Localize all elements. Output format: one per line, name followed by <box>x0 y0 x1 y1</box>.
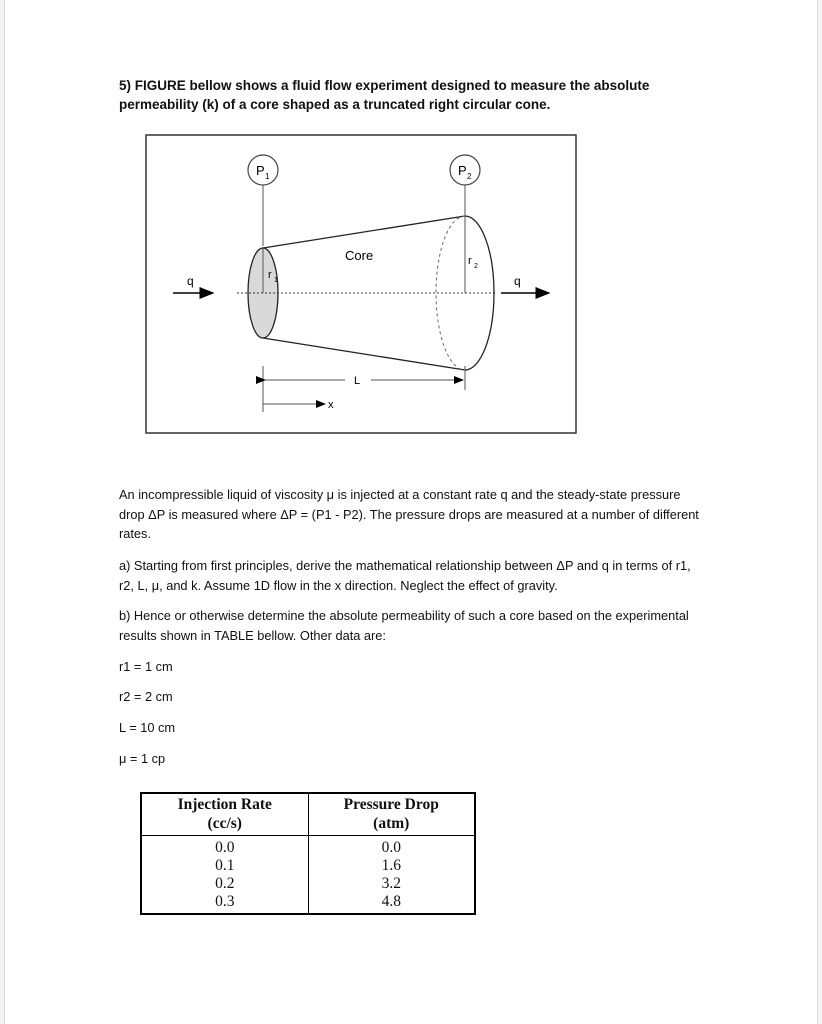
given-length: L = 10 cm <box>119 720 176 735</box>
r2-label: r <box>468 255 472 267</box>
given-r2: r2 = 2 cm <box>119 689 173 704</box>
question-heading <box>119 76 719 114</box>
drop-cell: 1.6 <box>308 856 475 874</box>
figure-frame <box>146 135 576 433</box>
heading-line-2: permeability (k) of a core shaped as a truncated right circular cone. <box>119 97 551 112</box>
header-pressure-drop <box>308 793 475 836</box>
core-flow-figure <box>145 134 577 434</box>
document-page <box>4 0 818 1024</box>
header-injection-rate-unit: (cc/s) <box>207 815 242 832</box>
length-label: L <box>354 375 361 387</box>
header-injection-rate-title: Injection Rate <box>177 796 272 813</box>
p1-subscript: 1 <box>265 172 270 181</box>
drop-cell: 4.8 <box>308 892 475 914</box>
problem-statement: An incompressible liquid of viscosity μ is injected at a constant rate q and the steady-state pressure drop ΔP is measured where ΔP = (P1 - P2). The pressure drops are measured at a number of different rates. <box>119 487 699 541</box>
r1-subscript: 1 <box>274 277 278 284</box>
q-out-label: q <box>514 274 521 288</box>
results-table <box>140 792 476 915</box>
table-row <box>141 836 475 857</box>
table-row <box>141 874 475 892</box>
header-pressure-drop-title: Pressure Drop <box>343 796 439 813</box>
table-row <box>141 892 475 914</box>
core-label: Core <box>345 248 374 263</box>
rate-cell: 0.3 <box>215 893 235 910</box>
header-injection-rate <box>141 793 308 836</box>
r1-label: r <box>268 269 272 281</box>
header-pressure-drop-unit: (atm) <box>373 815 410 832</box>
x-axis-label: x <box>328 399 334 411</box>
rate-cell: 0.0 <box>215 839 235 856</box>
drop-cell: 0.0 <box>308 836 475 857</box>
heading-line-1: 5) FIGURE bellow shows a fluid flow experiment designed to measure the absolute <box>119 78 650 93</box>
part-a-text: a) Starting from first principles, derive the mathematical relationship between ΔP and q in terms of r1, r2, L, μ, and k. Assume 1D flow in the x direction. Neglect the effect of gravity. <box>119 558 691 593</box>
p1-label: P <box>256 163 265 178</box>
table-header-row <box>141 793 475 836</box>
rate-cell: 0.2 <box>215 875 235 892</box>
part-b-text: b) Hence or otherwise determine the absolute permeability of such a core based on the experimental results shown in TABLE bellow. Other data are: <box>119 608 689 643</box>
q-in-label: q <box>187 274 194 288</box>
p2-subscript: 2 <box>467 172 472 181</box>
p2-label: P <box>458 163 467 178</box>
rate-cell: 0.1 <box>215 857 235 874</box>
given-viscosity: μ = 1 cp <box>119 751 166 766</box>
table-row <box>141 856 475 874</box>
r2-subscript: 2 <box>474 263 478 270</box>
drop-cell: 3.2 <box>308 874 475 892</box>
given-r1: r1 = 1 cm <box>119 659 173 674</box>
